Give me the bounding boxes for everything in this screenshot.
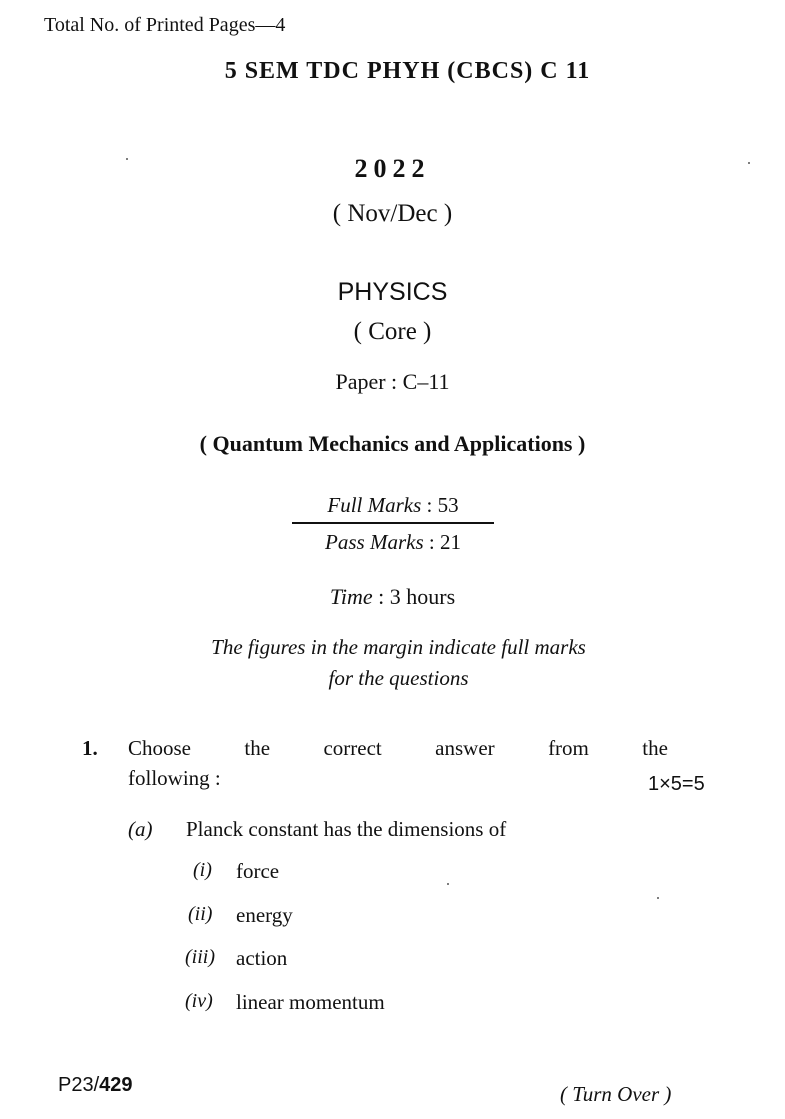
exam-duration [0, 584, 785, 610]
printed-pages-count: Total No. of Printed Pages—4 [44, 14, 286, 36]
time-label: Time [329, 584, 373, 609]
pass-marks [292, 527, 494, 557]
option-label: (i) [193, 859, 212, 881]
stem-word: the [642, 736, 668, 760]
option-label: (iv) [185, 990, 213, 1012]
option-label: (ii) [188, 903, 213, 925]
marks-block [292, 490, 494, 557]
instructions-line-2: for the questions [328, 666, 469, 690]
full-marks [292, 490, 494, 520]
course-category: ( Core ) [353, 318, 432, 345]
marks-divider [292, 522, 494, 524]
stem-word: correct [323, 736, 382, 760]
scan-speck [748, 162, 750, 164]
question-stem-line-1 [128, 736, 668, 761]
option-text: energy [236, 903, 293, 927]
full-marks-value: : 53 [426, 493, 459, 517]
question-marks: 1×5=5 [648, 773, 705, 795]
stem-word: Choose [128, 736, 191, 760]
footer-paper-code [58, 1074, 133, 1097]
sub-question-label: (a) [128, 817, 153, 841]
option-text: linear momentum [236, 990, 385, 1014]
sub-question-text: Planck constant has the dimensions of [186, 817, 507, 841]
option-text: force [236, 859, 280, 883]
pass-marks-value: : 21 [428, 530, 461, 554]
time-value: : 3 hours [378, 584, 456, 609]
exam-session: ( Nov/Dec ) [332, 200, 453, 227]
exam-year: 2022 [354, 154, 431, 183]
option-text: action [236, 946, 288, 970]
footer-code-prefix: P23/ [58, 1074, 100, 1096]
question-stem-line-2: following : [128, 766, 221, 790]
option-label: (iii) [185, 946, 215, 968]
paper-number: Paper : C–11 [335, 369, 450, 394]
instructions-line-1: The figures in the margin indicate full marks [211, 635, 586, 659]
course-title: ( Quantum Mechanics and Applications ) [199, 431, 586, 456]
scan-speck [447, 883, 449, 885]
paper-code: 5 SEM TDC PHYH (CBCS) C 11 [224, 58, 591, 84]
footer-code-number: 429 [99, 1074, 133, 1096]
stem-word: the [244, 736, 271, 760]
stem-word: from [548, 736, 589, 760]
pass-marks-label: Pass Marks [325, 530, 424, 554]
scan-speck [126, 158, 128, 160]
turn-over-note: ( Turn Over ) [560, 1082, 672, 1106]
subject-title: PHYSICS [337, 278, 448, 306]
instructions [0, 632, 785, 694]
full-marks-label: Full Marks [327, 493, 422, 517]
scan-speck [657, 897, 659, 899]
question-number: 1. [82, 736, 98, 760]
stem-word: answer [435, 736, 495, 760]
